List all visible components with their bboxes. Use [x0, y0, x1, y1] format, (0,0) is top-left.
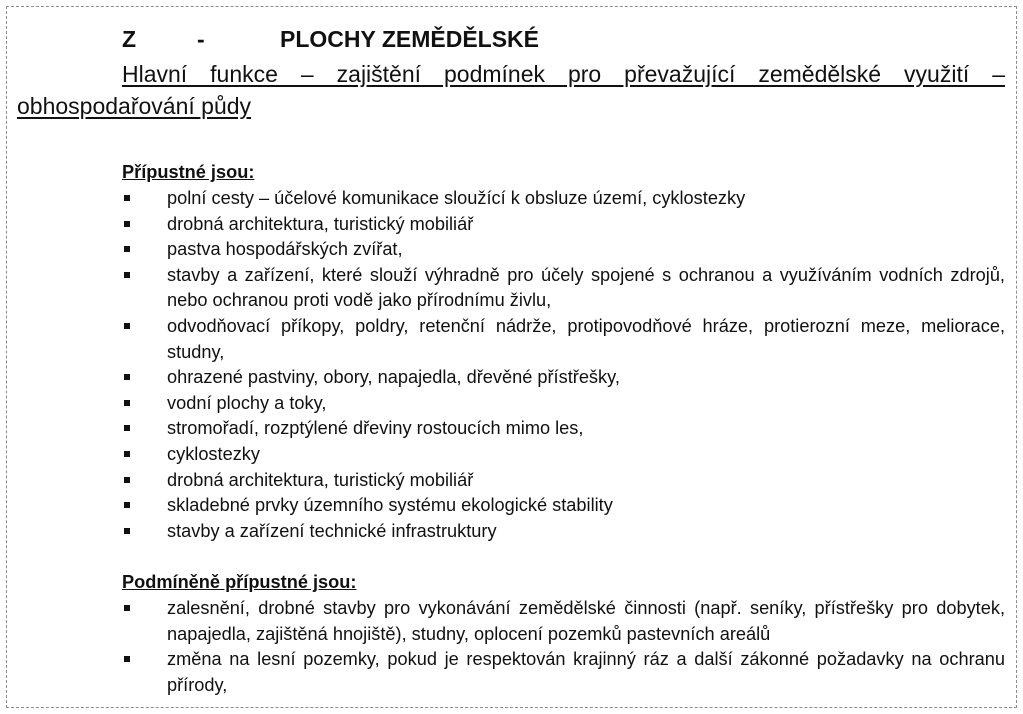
list-item — [122, 442, 1005, 468]
square-bullet-icon — [124, 323, 130, 329]
heading-dash: - — [197, 26, 205, 52]
permitted-title: Přípustné jsou: — [122, 162, 255, 182]
conditional-title: Podmíněně přípustné jsou: — [122, 572, 357, 592]
square-bullet-icon — [124, 605, 130, 611]
list-item — [122, 416, 1005, 442]
list-item-text: stavby a zařízení, které slouží výhradně pro účely spojené s ochranou a využíváním vodních zdrojů, nebo ochranou proti vodě jako přírodnímu živlu, — [167, 264, 1005, 311]
main-function-text: Hlavní funkce – zajištění podmínek pro převažující zemědělské využití – obhospodařování půdy — [17, 61, 1005, 119]
square-bullet-icon — [124, 451, 130, 457]
square-bullet-icon — [124, 400, 130, 406]
square-bullet-icon — [124, 528, 130, 534]
list-item — [122, 596, 1005, 647]
list-item-text: drobná architektura, turistický mobiliář — [167, 213, 474, 234]
list-item-text: vodní plochy a toky, — [167, 392, 327, 413]
list-item — [122, 647, 1005, 698]
zone-code: Z — [122, 26, 137, 52]
list-item-text: změna na lesní pozemky, pokud je respektován krajinný ráz a další zákonné požadavky na ochranu přírody, — [167, 649, 1005, 695]
list-item-text: odvodňovací příkopy, poldry, retenční nádrže, protipovodňové hráze, protierozní meze, meliorace, studny, — [167, 315, 1005, 362]
list-item — [122, 391, 1005, 417]
square-bullet-icon — [124, 272, 130, 278]
list-item — [122, 468, 1005, 494]
square-bullet-icon — [124, 374, 130, 380]
list-item-text: stromořadí, rozptýlené dřeviny rostoucích mimo les, — [167, 418, 584, 439]
square-bullet-icon — [124, 246, 130, 252]
list-item-text: zalesnění, drobné stavby pro vykonávání zemědělské činnosti (např. seníky, přístřešky pro dobytek, napajedla, zajištěná hnojiště), studny, oplocení pozemků pastevních areálů — [167, 598, 1005, 644]
square-bullet-icon — [124, 425, 130, 431]
list-item — [122, 314, 1005, 365]
list-item — [122, 493, 1005, 519]
square-bullet-icon — [124, 656, 130, 662]
square-bullet-icon — [124, 221, 130, 227]
permitted-section — [122, 160, 1005, 544]
square-bullet-icon — [124, 195, 130, 201]
permitted-list — [122, 186, 1005, 544]
list-item-text: ohrazené pastviny, obory, napajedla, dřevěné přístřešky, — [167, 367, 620, 388]
list-item — [122, 186, 1005, 212]
zone-title: PLOCHY ZEMĚDĚLSKÉ — [280, 26, 539, 52]
list-item-text: skladebné prvky územního systému ekologické stability — [167, 495, 613, 516]
list-item-text: polní cesty – účelové komunikace sloužící k obsluze území, cyklostezky — [167, 188, 746, 208]
list-item-text: pastva hospodářských zvířat, — [167, 239, 403, 260]
list-item — [122, 263, 1005, 314]
square-bullet-icon — [124, 502, 130, 508]
list-item-text: drobná architektura, turistický mobiliář — [167, 469, 474, 490]
list-item-text: cyklostezky — [167, 443, 260, 464]
list-item — [122, 237, 1005, 263]
list-item — [122, 365, 1005, 391]
conditional-section — [122, 570, 1005, 698]
square-bullet-icon — [124, 477, 130, 483]
conditional-list — [122, 596, 1005, 698]
list-item — [122, 519, 1005, 545]
list-item-text: stavby a zařízení technické infrastruktury — [167, 520, 497, 541]
list-item — [122, 212, 1005, 238]
